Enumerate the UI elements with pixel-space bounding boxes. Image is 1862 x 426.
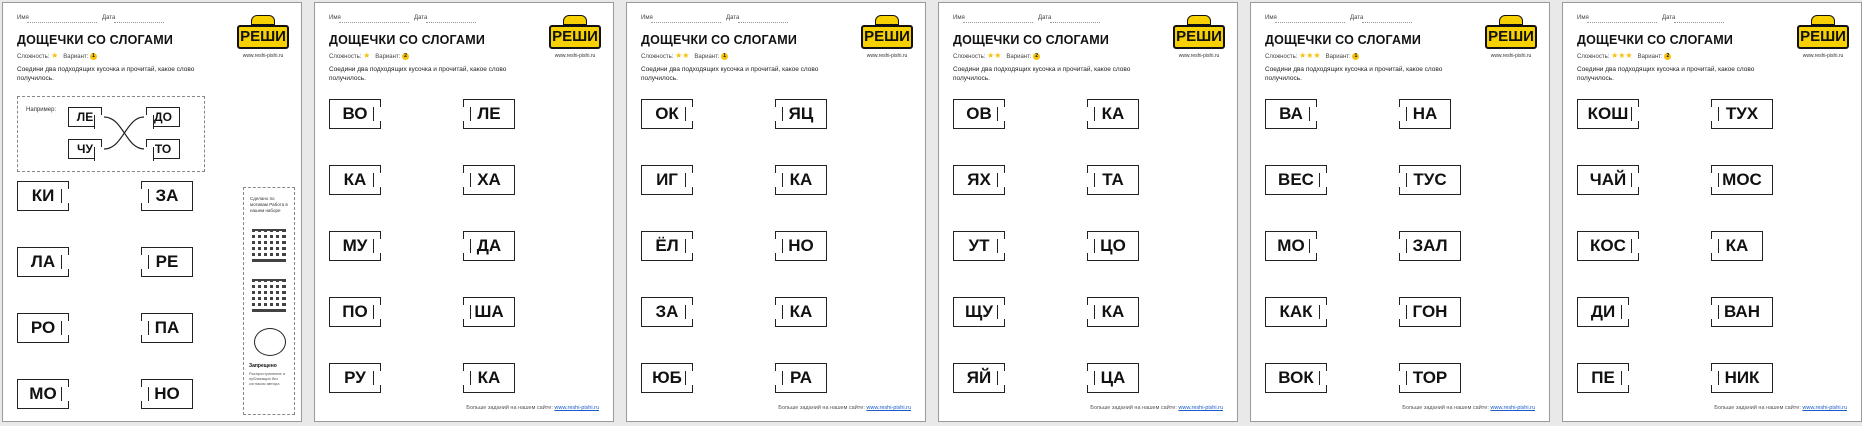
syllable-tile-right[interactable]: КА — [1087, 297, 1139, 327]
syllable-tile-right[interactable]: ТА — [1087, 165, 1139, 195]
variant-label: Вариант: — [1325, 54, 1351, 60]
syllable-tile-right[interactable]: ЛЕ — [463, 99, 515, 129]
variant-badge: 2 — [1033, 53, 1040, 60]
worksheet-page — [626, 2, 926, 422]
syllable-tile-right[interactable]: КА — [1711, 231, 1763, 261]
logo-text: РЕШИ — [1797, 25, 1849, 49]
syllable-tile-right[interactable]: ЗА — [141, 181, 193, 211]
logo-text: РЕШИ — [1173, 25, 1225, 49]
logo-text: РЕШИ — [237, 25, 289, 49]
syllable-tile-right[interactable]: РЕ — [141, 247, 193, 277]
syllable-tile-left[interactable]: ВЕС — [1265, 165, 1327, 195]
syllable-tile-right[interactable]: НИК — [1711, 363, 1773, 393]
page-title: ДОЩЕЧКИ СО СЛОГАМИ — [1577, 33, 1734, 47]
syllable-tile-right[interactable]: КА — [1087, 99, 1139, 129]
syllable-tile-left[interactable]: ЗА — [641, 297, 693, 327]
name-blank — [963, 22, 1033, 23]
syllable-tile-left[interactable]: РО — [17, 313, 69, 343]
syllable-tile-left[interactable]: ОК — [641, 99, 693, 129]
footer — [1402, 405, 1535, 411]
logo-text: РЕШИ — [1485, 25, 1537, 49]
footer — [1090, 405, 1223, 411]
syllable-tile-left[interactable]: ЯЙ — [953, 363, 1005, 393]
difficulty-label: Сложность: — [17, 54, 50, 60]
worksheet-page — [1250, 2, 1550, 422]
logo-url: www.reshi-pishi.ru — [1178, 53, 1220, 59]
syllable-tile-right[interactable]: ГОН — [1399, 297, 1461, 327]
instruction-text: Соедини два подходящих кусочка и прочитай, какое слово получилось. — [17, 66, 195, 82]
syllable-tile-left[interactable]: ДИ — [1577, 297, 1629, 327]
name-label: Имя — [953, 15, 965, 21]
syllable-tile-right[interactable]: ХА — [463, 165, 515, 195]
syllable-tile-left[interactable]: ЮБ — [641, 363, 693, 393]
example-label: Например: — [26, 107, 57, 113]
syllable-tile-left[interactable]: МУ — [329, 231, 381, 261]
name-date-line — [641, 15, 855, 27]
syllable-tile-right[interactable]: ВАН — [1711, 297, 1773, 327]
difficulty-label: Сложность: — [329, 54, 362, 60]
syllable-tile-left[interactable]: ЁЛ — [641, 231, 693, 261]
syllable-tile-left[interactable]: КА — [329, 165, 381, 195]
name-blank — [339, 22, 409, 23]
logo-url: www.reshi-pishi.ru — [242, 53, 284, 59]
difficulty-stars: ★ — [363, 51, 371, 60]
footer-text: Больше заданий на нашем сайте: — [1402, 405, 1489, 411]
syllable-tile-right[interactable]: ЦО — [1087, 231, 1139, 261]
difficulty-stars: ★★ — [987, 51, 1002, 60]
logo-text: РЕШИ — [861, 25, 913, 49]
example-box — [17, 96, 205, 172]
syllable-tile-right[interactable]: ДА — [463, 231, 515, 261]
footer — [1714, 405, 1847, 411]
footer-link[interactable]: www.reshi-pishi.ru — [554, 405, 599, 411]
instruction-text: Соедини два подходящих кусочка и прочитай, какое слово получилось. — [329, 66, 507, 82]
crown-icon — [251, 15, 275, 25]
name-blank — [1587, 22, 1657, 23]
footer-link[interactable]: www.reshi-pishi.ru — [1802, 405, 1847, 411]
logo-text: РЕШИ — [549, 25, 601, 49]
name-date-line — [1577, 15, 1791, 27]
site-logo — [1797, 15, 1849, 71]
syllable-tile-right[interactable]: ТУС — [1399, 165, 1461, 195]
footer-link[interactable]: www.reshi-pishi.ru — [1490, 405, 1535, 411]
difficulty-row — [641, 51, 728, 60]
example-tile-left: ЧУ — [68, 139, 102, 159]
crown-icon — [1187, 15, 1211, 25]
example-tile-left: ЛЕ — [68, 107, 102, 127]
footer — [778, 405, 911, 411]
syllable-tile-right[interactable]: НО — [775, 231, 827, 261]
syllable-tile-left[interactable]: ПО — [329, 297, 381, 327]
forbidden-text: Распространение и публикация без согласия автора — [249, 371, 286, 386]
site-logo — [1485, 15, 1537, 71]
difficulty-row — [329, 51, 409, 60]
instruction-text: Соедини два подходящих кусочка и прочитай, какое слово получилось. — [1265, 66, 1443, 82]
page-title: ДОЩЕЧКИ СО СЛОГАМИ — [17, 33, 174, 47]
date-blank — [1674, 22, 1724, 23]
syllable-tile-left[interactable]: КОШ — [1577, 99, 1639, 129]
qr-code-icon — [252, 228, 286, 262]
syllable-tile-left[interactable]: КОС — [1577, 231, 1639, 261]
footer-text: Больше заданий на нашем сайте: — [1090, 405, 1177, 411]
difficulty-row — [953, 51, 1040, 60]
syllable-tile-left[interactable]: ЧАЙ — [1577, 165, 1639, 195]
syllable-tile-left[interactable]: УТ — [953, 231, 1005, 261]
name-label: Имя — [329, 15, 341, 21]
qr-sidebar — [243, 187, 295, 415]
syllable-tile-left[interactable]: ЩУ — [953, 297, 1005, 327]
date-blank — [426, 22, 476, 23]
name-label: Имя — [17, 15, 29, 21]
name-date-line — [329, 15, 543, 27]
variant-label: Вариант: — [375, 54, 401, 60]
instruction-text: Соедини два подходящих кусочка и прочитай, какое слово получилось. — [641, 66, 819, 82]
date-blank — [114, 22, 164, 23]
instruction-text: Соедини два подходящих кусочка и прочитай, какое слово получилось. — [1577, 66, 1755, 82]
date-blank — [738, 22, 788, 23]
example-tile-right: ТО — [146, 139, 180, 159]
variant-badge: 1 — [721, 53, 728, 60]
variant-badge: 1 — [1352, 53, 1359, 60]
name-date-line — [17, 15, 231, 27]
footer-link[interactable]: www.reshi-pishi.ru — [1178, 405, 1223, 411]
logo-url: www.reshi-pishi.ru — [554, 53, 596, 59]
name-label: Имя — [1265, 15, 1277, 21]
syllable-tile-right[interactable]: ЯЦ — [775, 99, 827, 129]
syllable-tile-left[interactable]: ПЕ — [1577, 363, 1629, 393]
syllable-tile-right[interactable]: КА — [463, 363, 515, 393]
instruction-text: Соедини два подходящих кусочка и прочитай, какое слово получилось. — [953, 66, 1131, 82]
page-title: ДОЩЕЧКИ СО СЛОГАМИ — [641, 33, 798, 47]
difficulty-label: Сложность: — [1265, 54, 1298, 60]
difficulty-label: Сложность: — [1577, 54, 1610, 60]
name-date-line — [953, 15, 1167, 27]
difficulty-row — [1577, 51, 1671, 60]
syllable-tile-left[interactable]: РУ — [329, 363, 381, 393]
syllable-tile-right[interactable]: КА — [775, 297, 827, 327]
syllable-tile-right[interactable]: НО — [141, 379, 193, 409]
page-title: ДОЩЕЧКИ СО СЛОГАМИ — [329, 33, 486, 47]
footer-text: Больше заданий на нашем сайте: — [778, 405, 865, 411]
syllable-tile-right[interactable]: КА — [775, 165, 827, 195]
syllable-tile-left[interactable]: ЯХ — [953, 165, 1005, 195]
name-blank — [27, 22, 97, 23]
date-label: Дата — [726, 15, 740, 21]
name-label: Имя — [1577, 15, 1589, 21]
syllable-tile-right[interactable]: ЗАЛ — [1399, 231, 1461, 261]
syllable-tile-right[interactable]: ТУХ — [1711, 99, 1773, 129]
difficulty-row — [1265, 51, 1359, 60]
name-blank — [651, 22, 721, 23]
crown-icon — [563, 15, 587, 25]
date-label: Дата — [1662, 15, 1676, 21]
worksheet-page — [1562, 2, 1862, 422]
syllable-tile-right[interactable]: ША — [463, 297, 515, 327]
difficulty-stars: ★★ — [675, 51, 690, 60]
date-label: Дата — [414, 15, 428, 21]
syllable-tile-right[interactable]: МОС — [1711, 165, 1773, 195]
qr-note: Сделано по мотивам Работа в нашем наборе — [250, 196, 288, 213]
qr-code-icon — [252, 278, 286, 312]
difficulty-row — [17, 51, 97, 60]
variant-badge: 1 — [90, 53, 97, 60]
syllable-tile-left[interactable]: МО — [1265, 231, 1317, 261]
syllable-tile-left[interactable]: ВОК — [1265, 363, 1327, 393]
worksheet-page — [2, 2, 302, 422]
crown-icon — [1499, 15, 1523, 25]
footer-link[interactable]: www.reshi-pishi.ru — [866, 405, 911, 411]
crown-icon — [875, 15, 899, 25]
footer-text: Больше заданий на нашем сайте: — [466, 405, 553, 411]
worksheet-page — [314, 2, 614, 422]
name-date-line — [1265, 15, 1479, 27]
difficulty-label: Сложность: — [953, 54, 986, 60]
example-tile-right: ДО — [146, 107, 180, 127]
footer — [466, 405, 599, 411]
date-label: Дата — [102, 15, 116, 21]
logo-url: www.reshi-pishi.ru — [1802, 53, 1844, 59]
variant-label: Вариант: — [1006, 54, 1032, 60]
date-blank — [1362, 22, 1412, 23]
syllable-tile-left[interactable]: ОВ — [953, 99, 1005, 129]
syllable-tile-left[interactable]: ВО — [329, 99, 381, 129]
syllable-tile-right[interactable]: ПА — [141, 313, 193, 343]
logo-url: www.reshi-pishi.ru — [866, 53, 908, 59]
syllable-tile-left[interactable]: ИГ — [641, 165, 693, 195]
variant-label: Вариант: — [1637, 54, 1663, 60]
date-label: Дата — [1350, 15, 1364, 21]
forbidden-title: Запрещено — [249, 363, 277, 369]
page-title: ДОЩЕЧКИ СО СЛОГАМИ — [1265, 33, 1422, 47]
mascot-icon — [254, 328, 286, 356]
syllable-tile-left[interactable]: ВА — [1265, 99, 1317, 129]
difficulty-stars: ★ — [51, 51, 59, 60]
difficulty-stars: ★★★ — [1299, 51, 1321, 60]
footer-text: Больше заданий на нашем сайте: — [1714, 405, 1801, 411]
syllable-tile-right[interactable]: НА — [1399, 99, 1451, 129]
date-label: Дата — [1038, 15, 1052, 21]
page-title: ДОЩЕЧКИ СО СЛОГАМИ — [953, 33, 1110, 47]
crown-icon — [1811, 15, 1835, 25]
site-logo — [237, 15, 289, 71]
syllable-tile-left[interactable]: ЛА — [17, 247, 69, 277]
site-logo — [861, 15, 913, 71]
variant-badge: 2 — [402, 53, 409, 60]
name-blank — [1275, 22, 1345, 23]
syllable-tile-right[interactable]: РА — [775, 363, 827, 393]
logo-url: www.reshi-pishi.ru — [1490, 53, 1532, 59]
variant-badge: 2 — [1664, 53, 1671, 60]
syllable-tile-left[interactable]: КАК — [1265, 297, 1327, 327]
name-label: Имя — [641, 15, 653, 21]
site-logo — [549, 15, 601, 71]
variant-label: Вариант: — [63, 54, 89, 60]
worksheet-page — [938, 2, 1238, 422]
site-logo — [1173, 15, 1225, 71]
difficulty-label: Сложность: — [641, 54, 674, 60]
date-blank — [1050, 22, 1100, 23]
syllable-tile-left[interactable]: КИ — [17, 181, 69, 211]
variant-label: Вариант: — [694, 54, 720, 60]
syllable-tile-left[interactable]: МО — [17, 379, 69, 409]
syllable-tile-right[interactable]: ЦА — [1087, 363, 1139, 393]
example-connector-lines — [18, 97, 204, 171]
difficulty-stars: ★★★ — [1611, 51, 1633, 60]
syllable-tile-right[interactable]: ТОР — [1399, 363, 1461, 393]
